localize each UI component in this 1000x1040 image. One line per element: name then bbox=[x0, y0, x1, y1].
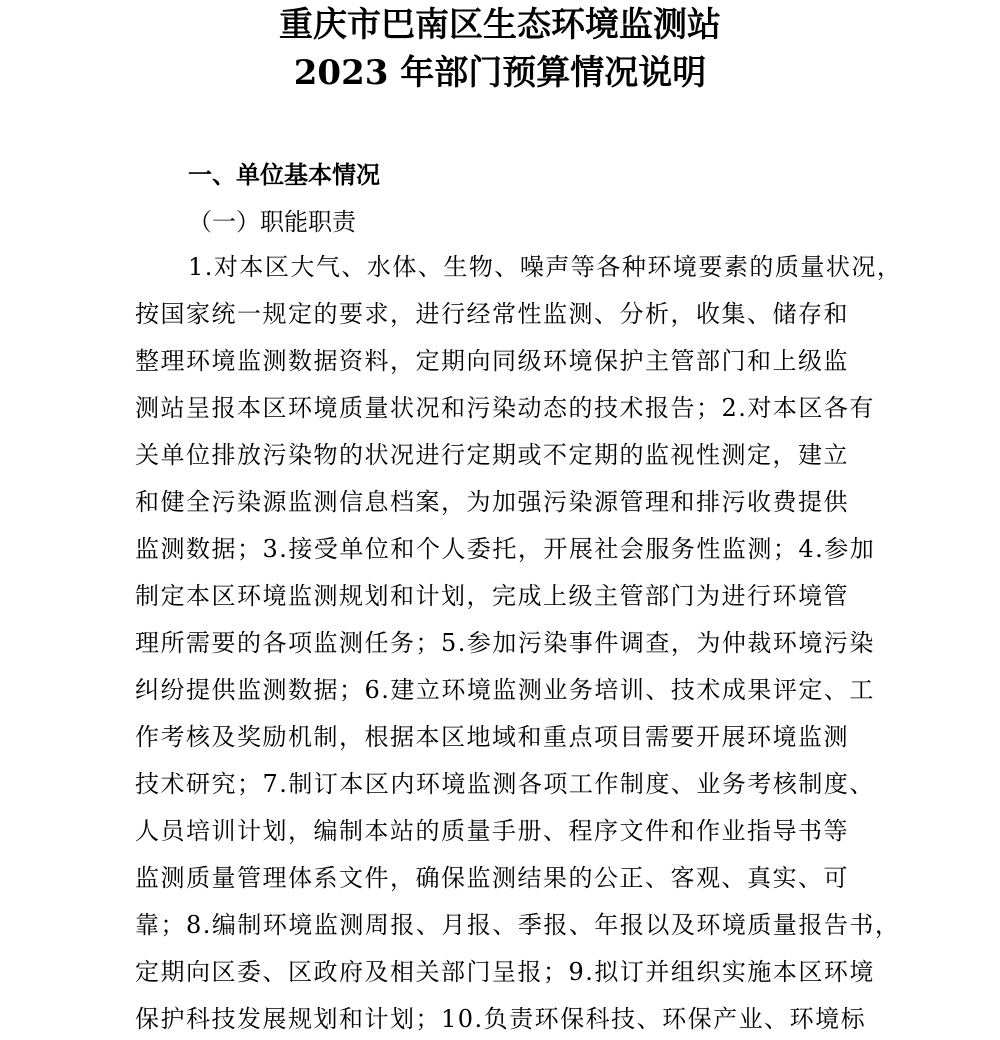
body-line: 技术研究；7.制订本区内环境监测各项工作制度、业务考核制度、 bbox=[135, 770, 875, 798]
body-line: 靠；8.编制环境监测周报、月报、季报、年报以及环境质量报告书， bbox=[135, 911, 901, 939]
body-line: 保护科技发展规划和计划；10.负责环保科技、环保产业、环境标 bbox=[135, 1005, 867, 1033]
document-title-line-1: 重庆市巴南区生态环境监测站 bbox=[279, 5, 721, 45]
section-heading: 一、单位基本情况 bbox=[188, 161, 380, 189]
body-line: 定期向区委、区政府及相关部门呈报；9.拟订并组织实施本区环境 bbox=[135, 958, 875, 986]
body-line: 人员培训计划，编制本站的质量手册、程序文件和作业指导书等 bbox=[135, 817, 849, 845]
body-line: 理所需要的各项监测任务；5.参加污染事件调查，为仲裁环境污染 bbox=[135, 629, 875, 657]
body-line: 整理环境监测数据资料，定期向同级环境保护主管部门和上级监 bbox=[135, 347, 849, 375]
subsection-heading: （一）职能职责 bbox=[188, 208, 356, 236]
body-line: 监测质量管理体系文件，确保监测结果的公正、客观、真实、可 bbox=[135, 864, 849, 892]
body-line: 按国家统一规定的要求，进行经常性监测、分析，收集、储存和 bbox=[135, 300, 849, 328]
body-line: 监测数据；3.接受单位和个人委托，开展社会服务性监测；4.参加 bbox=[135, 535, 876, 563]
body-line: 1.对本区大气、水体、生物、噪声等各种环境要素的质量状况， bbox=[188, 253, 903, 281]
body-line: 关单位排放污染物的状况进行定期或不定期的监视性测定，建立 bbox=[135, 441, 849, 469]
body-line: 测站呈报本区环境质量状况和污染动态的技术报告；2.对本区各有 bbox=[135, 394, 875, 422]
body-line: 纠纷提供监测数据；6.建立环境监测业务培训、技术成果评定、工 bbox=[135, 676, 875, 704]
body-line: 和健全污染源监测信息档案，为加强污染源管理和排污收费提供 bbox=[135, 488, 849, 516]
body-line: 作考核及奖励机制，根据本区地域和重点项目需要开展环境监测 bbox=[135, 723, 849, 751]
body-line: 制定本区环境监测规划和计划，完成上级主管部门为进行环境管 bbox=[135, 582, 849, 610]
document-title-line-2: 2023 年部门预算情况说明 bbox=[293, 53, 707, 93]
